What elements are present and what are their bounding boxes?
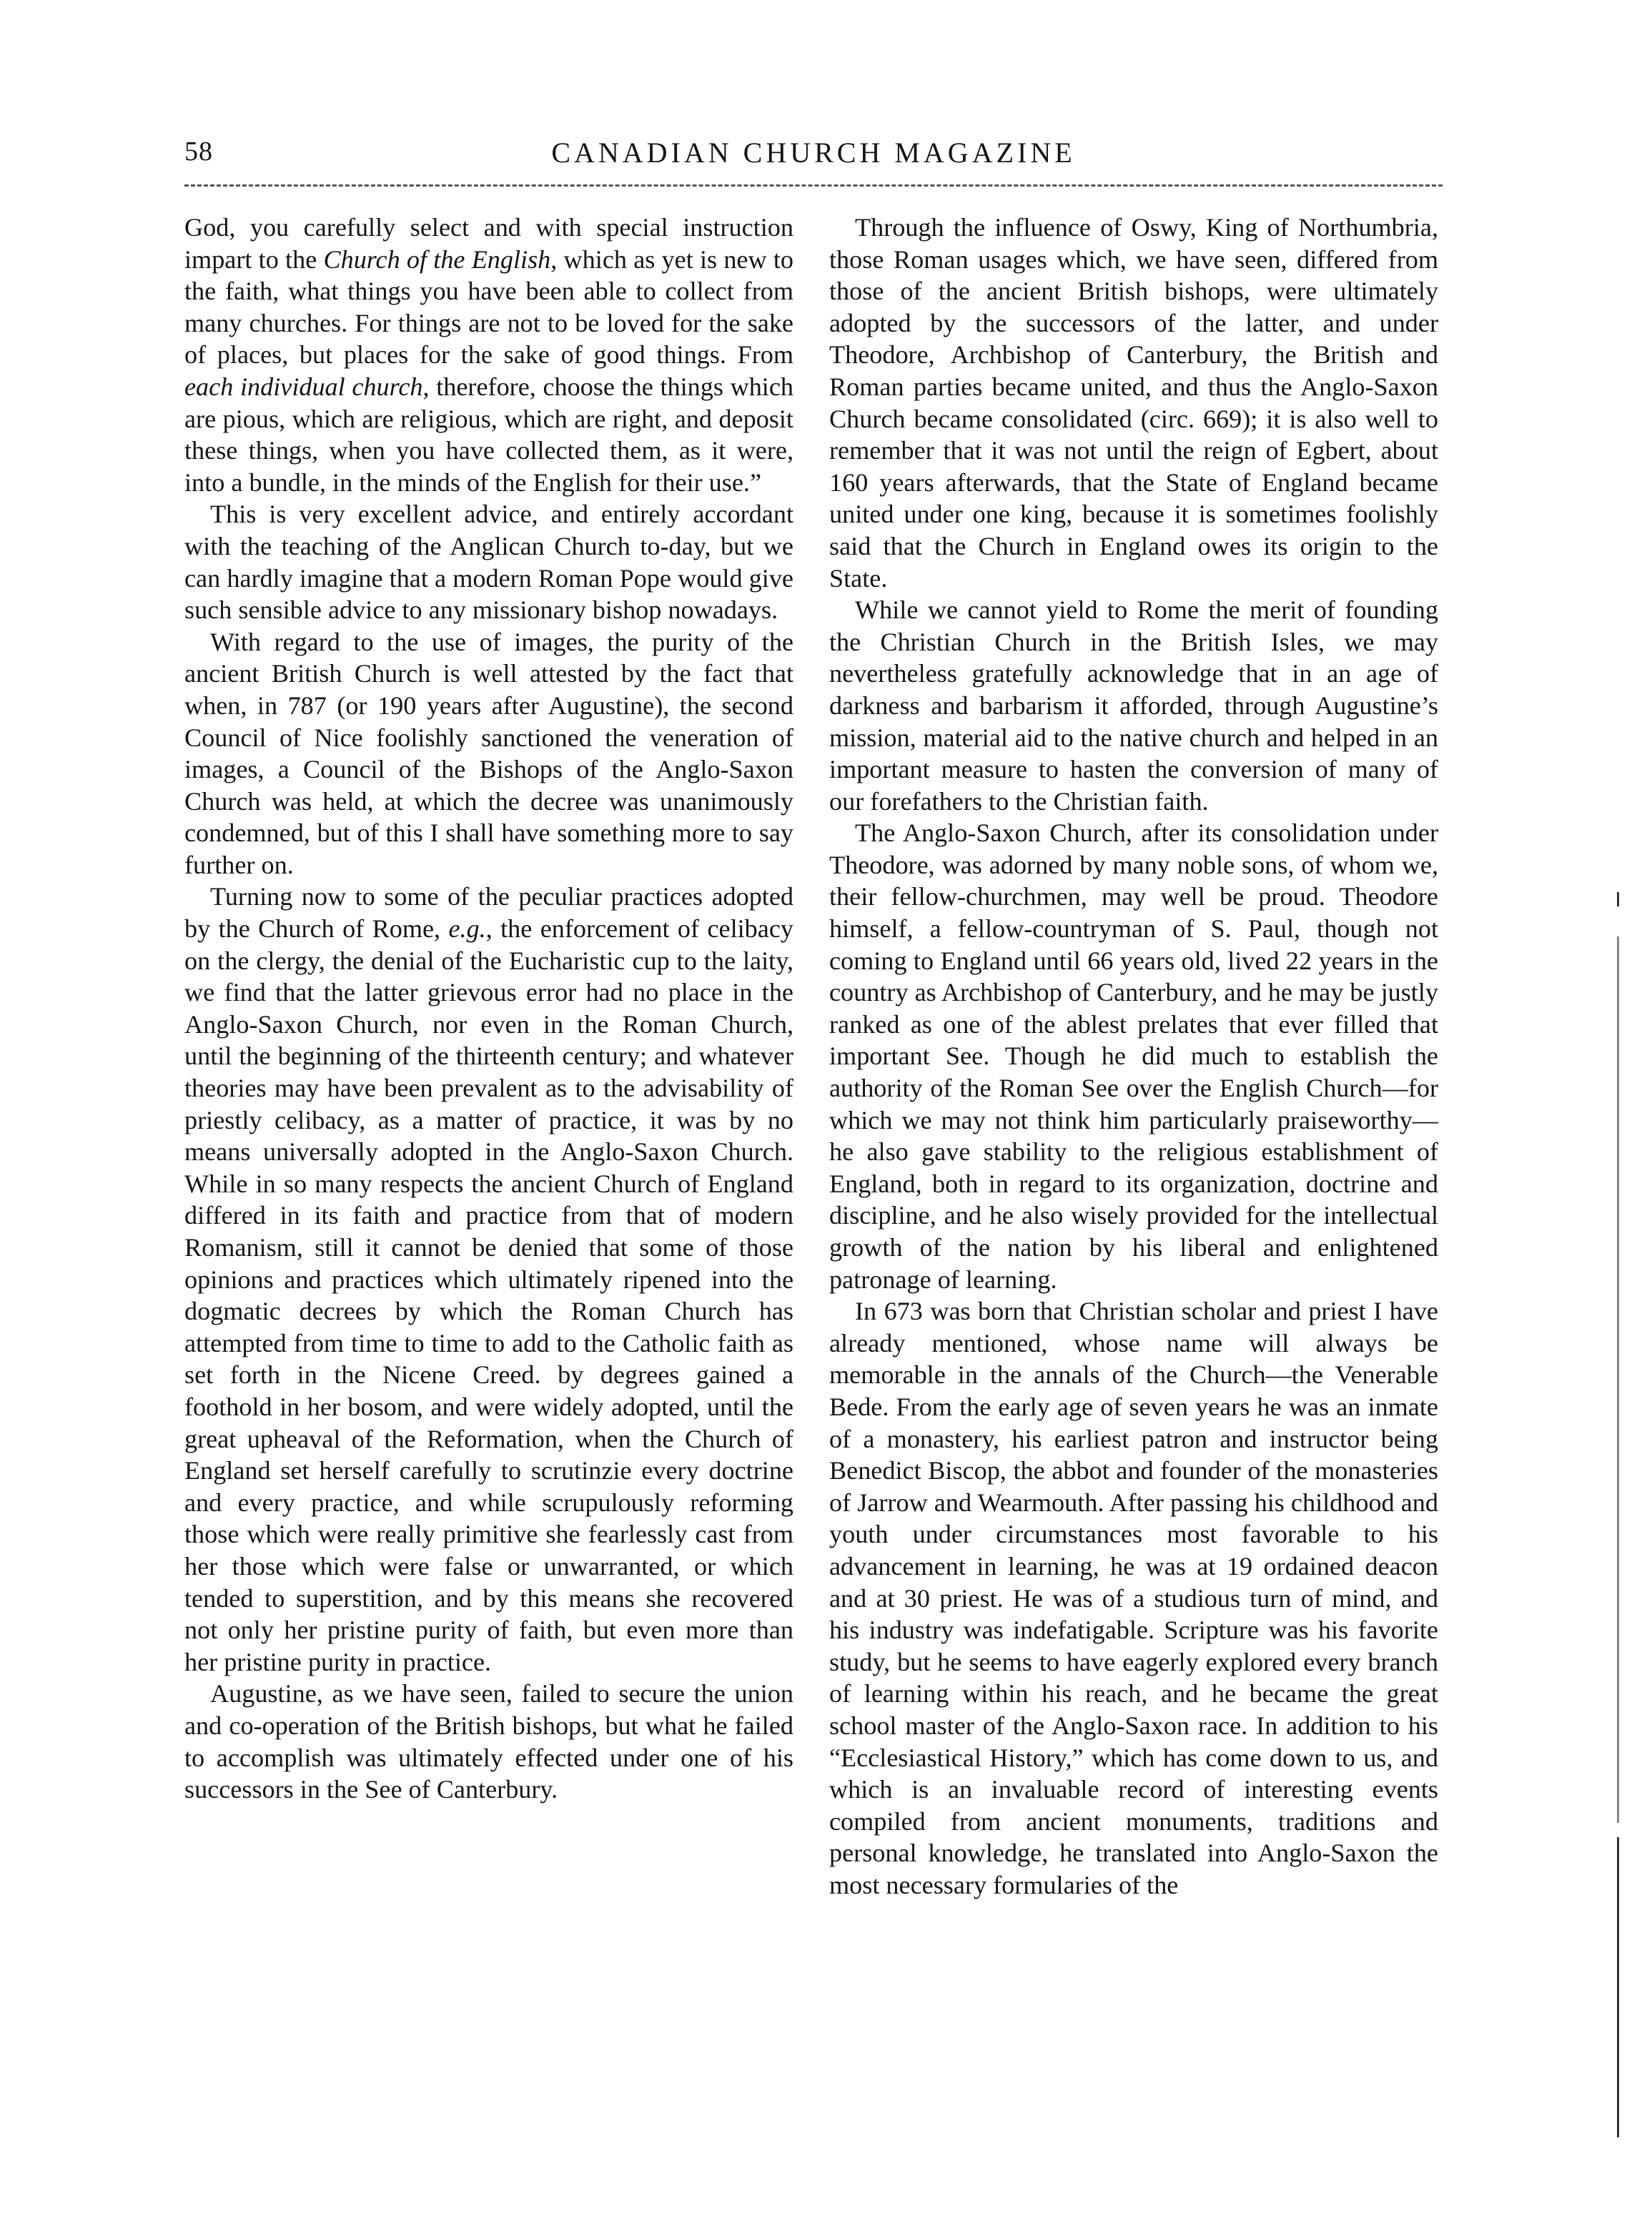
paragraph [184,212,793,498]
text-run: , the enforcement of celibacy on the clergy, the denial of the Eucharistic cup to the laity, we find that the latter grievous error had no place in the Anglo-Saxon Church, nor even in the Roman Church, until the beginning of the thirteenth century; and whatever theories may have been prevalent as to the advisability of priestly celibacy, as a matter of practice, it was by no means universally adopted in the Anglo-Saxon Church. While in so many respects the ancient Church of England differed in its faith and practice from that of modern Romanism, still it cannot be denied that some of those opinions and practices which ultimately ripened into the dogmatic decrees by which the Roman Church has attempted from time to time to add to the Catholic faith as set forth in the Nicene Creed. by degrees gained a foothold in her bosom, and were widely adopted, until the great upheaval of the Reformation, when the Church of England set herself carefully to scrutinzie every doctrine and every practice, and while scrupulously reforming those which were really primitive she fearlessly cast from her those which were false or unwarranted, or which tended to superstition, and by this means she recovered not only her pristine purity of faith, but even more than her pristine purity in practice. [184,914,793,1676]
paragraph: This is very excellent advice, and entirely accordant with the teaching of the Anglican Church to-day, but we can hardly imagine that a modern Roman Pope would give such sensible advice to any missionary bishop nowadays. [184,500,793,625]
paragraph: While we cannot yield to Rome the merit of founding the Christian Church in the British Isles, we may nevertheless gratefully acknowledge that in an age of darkness and barbarism it afforded, through Augustine’s mission, material aid to the native church and helped in an important measure to hasten the conversion of many of our forefathers to the Christian faith. [829,595,1438,816]
text-run: , which as yet is new to the faith, what things you have been able to collect from many churches. For things are not to be loved for the sake of places, but places for the sake of good things. From [184,244,793,370]
text-run: Turning now to some of the peculiar practices adopted by the Church of Rome, [184,882,793,944]
paragraph: Augustine, as we have seen, failed to secure the union and co-operation of the British bishops, but what he failed to accomplish was ultimately effected under one of his successors in the See of Canterbury. [184,1679,793,1804]
running-title: CANADIAN CHURCH MAGAZINE [551,137,1076,169]
paragraph: Through the influence of Oswy, King of Northumbria, those Roman usages which, we have seen, differed from those of the ancient British bishops, were ultimately adopted by the successors of the latter, and under Theodore, Archbishop of Canterbury, the British and Roman parties became united, and thus the Anglo-Saxon Church became consolidated (circ. 669); it is also well to remember that it was not until the reign of Egbert, about 160 years afterwards, that the State of England became united under one king, because it is sometimes foolishly said that the Church in England owes its origin to the State. [829,213,1438,593]
paragraph: The Anglo-Saxon Church, after its consolidation under Theodore, was adorned by many noble sons, of whom we, their fellow-churchmen, may well be proud. Theodore himself, a fellow-countryman of S. Paul, though not coming to England until 66 years old, lived 22 years in the country as Archbishop of Canterbury, and he may be justly ranked as one of the ablest prelates that ever filled that important See. Though he did much to establish the authority of the Roman See over the English Church—for which we may not think him particularly praiseworthy—he also gave stability to the religious establishment of England, both in regard to its organization, doctrine and discipline, and he also wisely provided for the intellectual growth of the nation by his liberal and enlightened patronage of learning. [829,818,1438,1294]
text-run: , therefore, choose the things which are pious, which are religious, which are right, and deposit these things, when you have collected them, as it were, into a bundle, in the minds of the English for their use.” [184,372,793,497]
margin-mark [1617,1837,1619,2137]
right-column [829,212,1438,2099]
italic-text: e.g. [448,914,486,944]
margin-mark [1617,936,1619,1823]
italic-text: each individual church [184,372,423,401]
italic-text: Church of the English [323,244,551,274]
page-number: 58 [184,137,213,167]
paragraph: In 673 was born that Christian scholar and priest I have already mentioned, whose name will always be memorable in the annals of the Church—the Venerable Bede. From the early age of seven years he was an inmate of a monastery, his earliest patron and instructor being Benedict Biscop, the abbot and founder of the monasteries of Jarrow and Wearmouth. After passing his childhood and youth under circumstances most favorable to his advancement in learning, he was at 19 ordained deacon and at 30 priest. He was of a studious turn of mind, and his industry was indefatigable. Scripture was his favorite study, but he seems to have eagerly explored every branch of learning within his reach, and he became the great school master of the Anglo-Saxon race. In addition to his “Ecclesiastical History,” which has come down to us, and which is an invaluable record of interesting events compiled from ancient monuments, traditions and personal knowledge, he translated into Anglo-Saxon the most necessary formularies of the [829,1297,1438,1899]
paragraph: With regard to the use of images, the purity of the ancient British Church is well attested by the fact that when, in 787 (or 190 years after Augustine), the second Council of Nice foolishly sanctioned the veneration of images, a Council of the Bishops of the Anglo-Saxon Church was held, at which the decree was unanimously condemned, but of this I shall have something more to say further on. [184,627,793,879]
margin-mark [1617,892,1619,906]
text-run: God, you carefully select and with special instruction impart to the [184,213,793,274]
header-rule [184,184,1443,187]
page-header [184,136,1443,179]
left-column [184,212,793,2099]
paragraph [184,881,793,1678]
